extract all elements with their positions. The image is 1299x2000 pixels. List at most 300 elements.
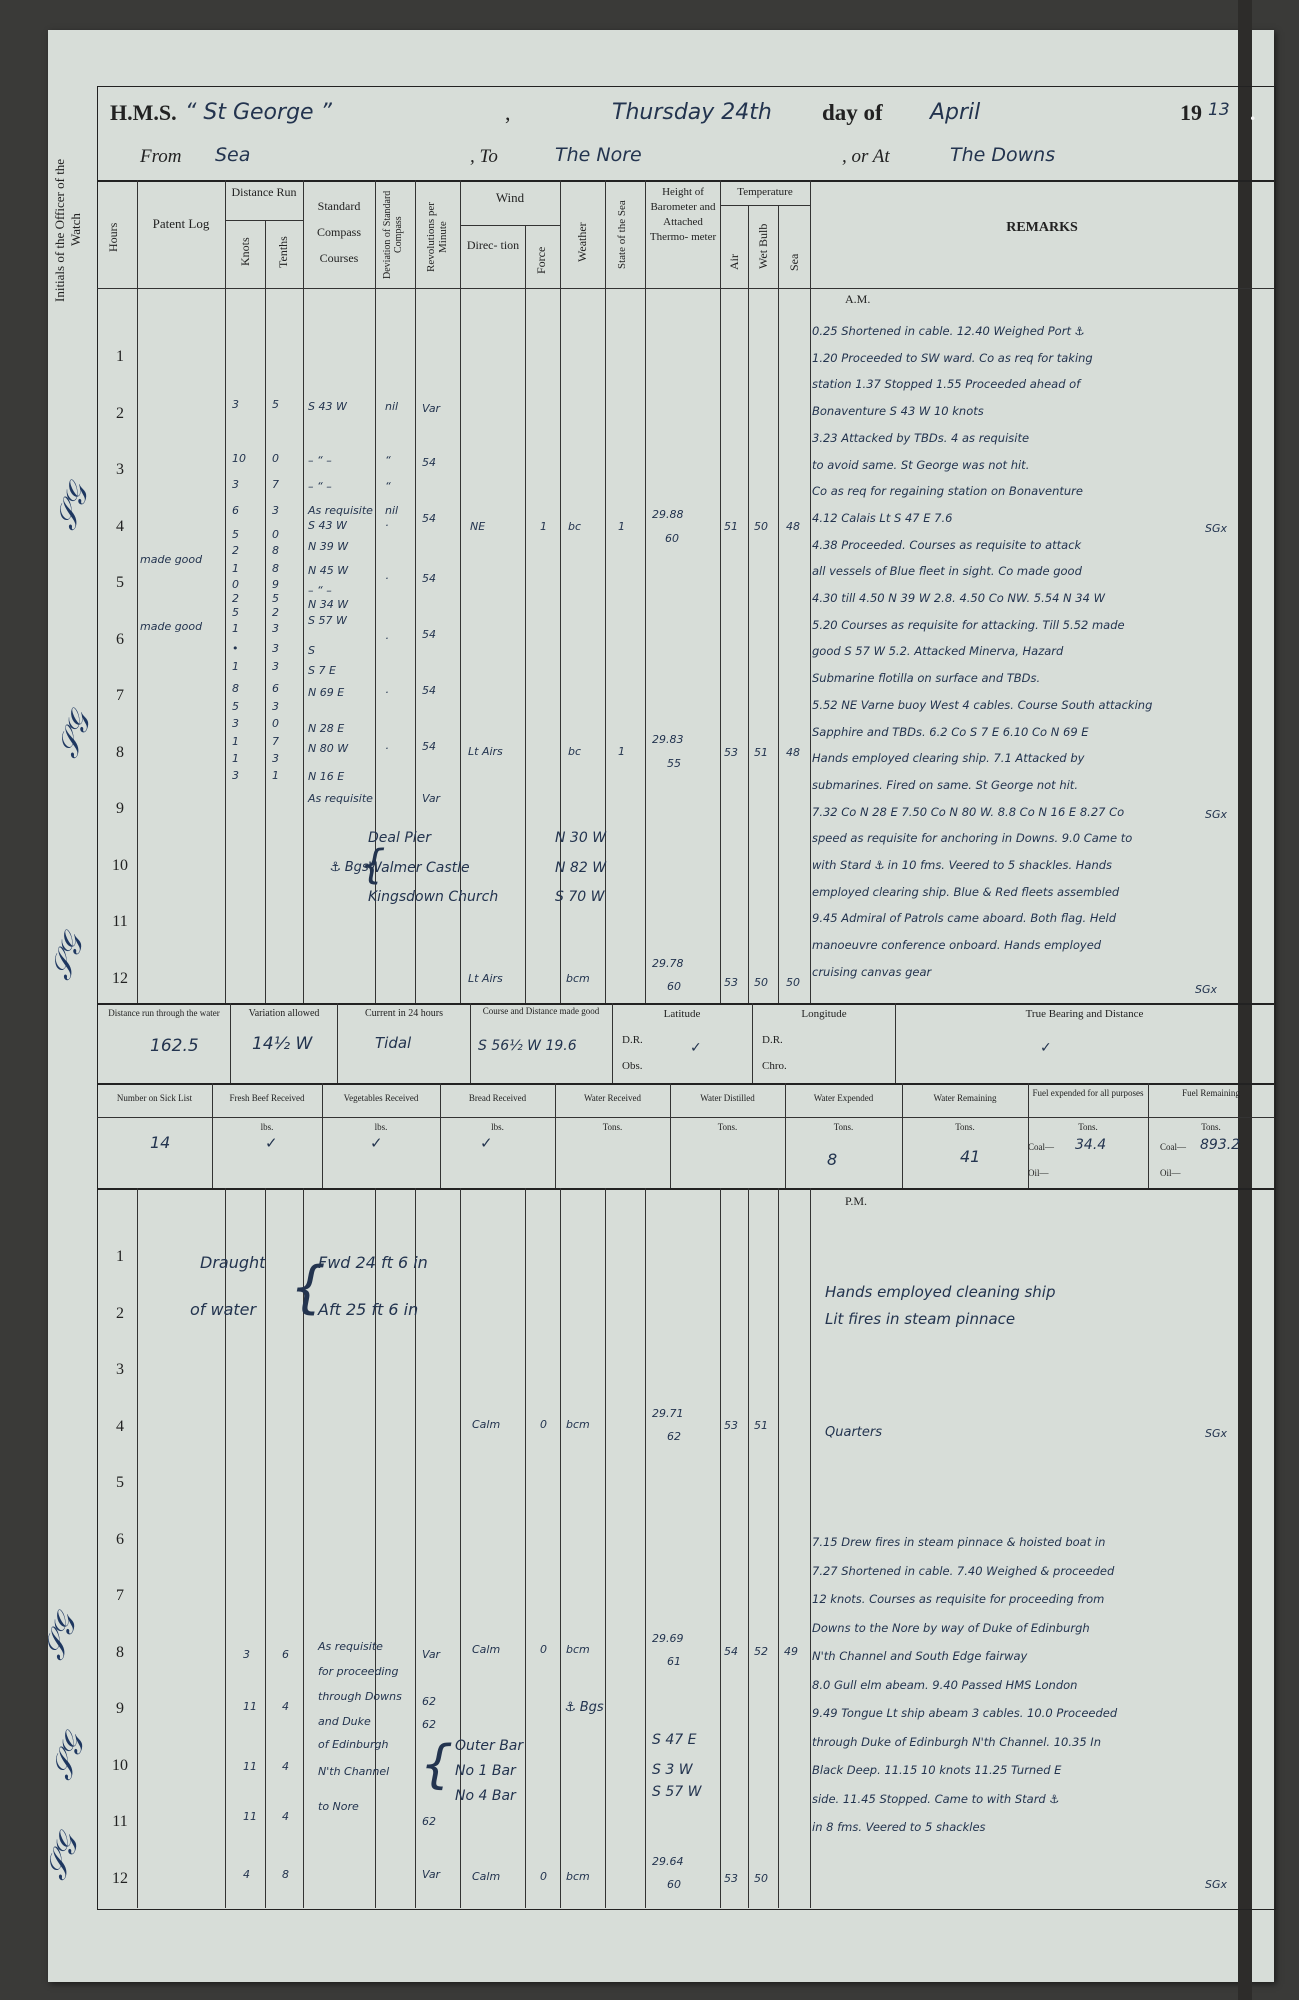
wind-force: 0	[540, 1418, 547, 1431]
am-remark-line: 0.25 Shortened in cable. 12.40 Weighed Port ⚓	[812, 324, 1084, 338]
col-rule	[1148, 1083, 1149, 1188]
tenths-value: 4	[282, 1700, 289, 1713]
col-rule	[415, 180, 416, 1003]
hour-number: 2	[116, 1304, 124, 1322]
col-air: Air	[727, 254, 741, 271]
deviation-value: “	[385, 454, 391, 467]
col-rule	[810, 180, 811, 1003]
pm-remark-line: Black Deep. 11.15 10 knots 11.25 Turned E	[812, 1763, 1062, 1777]
wind-force: 0	[540, 1870, 547, 1883]
am-remark-line: Sapphire and TBDs. 6.2 Co S 7 E 6.10 Co N 69 E	[812, 724, 1089, 739]
col-rule	[212, 1083, 213, 1188]
stores-label: Water Distilled	[700, 1093, 755, 1103]
col-hours: Hours	[106, 222, 120, 253]
air-temp: 53	[724, 1872, 738, 1885]
state-sea: 1	[618, 520, 625, 533]
coal-label: Coal—	[1160, 1142, 1186, 1152]
col-standard-compass: Standard Compass Courses	[316, 199, 361, 265]
am-remark-line: with Stard ⚓ in 10 fms. Veered to 5 shackles. Hands	[812, 858, 1113, 872]
knots-value: 11	[243, 1810, 257, 1823]
tenths-value: 4	[282, 1760, 289, 1773]
beef-check-icon: ✓	[265, 1134, 278, 1152]
col-rule	[555, 1083, 556, 1188]
deviation-value: ·	[385, 686, 389, 699]
stores-label: Water Expended	[813, 1093, 874, 1103]
knots-value: 5	[232, 528, 239, 541]
knots-value: 3	[232, 769, 239, 782]
stores-unit: Tons.	[955, 1122, 975, 1132]
hour-number: 1	[116, 1248, 124, 1265]
stores-label: Fuel Remaining	[1182, 1088, 1240, 1098]
obs-label: Obs.	[622, 1060, 643, 1072]
knots-value: 1	[232, 660, 239, 673]
summary-label: Course and Distance made good	[482, 1006, 600, 1016]
thermometer: 60	[667, 980, 681, 993]
course-value: and Duke	[318, 1715, 371, 1728]
am-remark-line: 4.12 Calais Lt S 47 E 7.6	[812, 510, 953, 525]
barometer: 29.88	[652, 508, 684, 521]
year-print: 19	[1180, 100, 1202, 125]
latitude-check-icon: ✓	[690, 1040, 702, 1056]
course-value: As requisite	[308, 504, 373, 517]
brace: {	[360, 842, 386, 888]
revolutions-value: 54	[422, 512, 436, 525]
col-rule	[137, 180, 138, 1003]
officer-signature: 𝒮𝒢	[43, 930, 92, 985]
knots-value: 3	[232, 398, 239, 411]
course-value: S 57 W	[308, 614, 347, 627]
draught-aft: Aft 25 ft 6 in	[318, 1300, 419, 1319]
col-weather: Weather	[575, 222, 589, 263]
tenths-value: 5	[272, 592, 279, 605]
am-remark-line: Hands employed clearing ship. 7.1 Attacked by	[812, 751, 1085, 766]
stores-unit: Tons.	[833, 1122, 854, 1132]
anchor-bearings-label: ⚓ Bgs	[330, 860, 369, 875]
pm-remark-line: side. 11.45 Stopped. Came to with Stard ⚓	[812, 1791, 1059, 1806]
hour-number: 3	[116, 461, 124, 478]
coal-label: Coal—	[1028, 1142, 1054, 1152]
tenths-value: 4	[282, 1810, 289, 1823]
col-rule	[460, 180, 461, 1003]
stores-unit: Tons.	[1078, 1122, 1098, 1132]
air-temp: 53	[724, 976, 738, 989]
bread-check-icon: ✓	[480, 1134, 493, 1152]
stores-label: Bread Received	[468, 1093, 527, 1103]
course-value: – “ –	[308, 480, 332, 493]
distance-run-value: 162.5	[150, 1036, 199, 1056]
tenths-value: 3	[272, 752, 279, 765]
day-of-label: day of	[822, 100, 883, 125]
knots-value: 3	[232, 478, 239, 491]
header-comma: ,	[505, 100, 511, 125]
hour-number: 12	[112, 1869, 128, 1887]
hour-number: 11	[112, 1813, 128, 1830]
knots-value: 8	[232, 682, 239, 695]
col-sea: Sea	[787, 253, 801, 272]
year-period: .	[1250, 100, 1256, 125]
am-remark-line: 4.30 till 4.50 N 39 W 2.8. 4.50 Co NW. 5.54 N 34 W	[812, 591, 1105, 605]
revolutions-value: 54	[422, 740, 436, 753]
weather: bcm	[566, 1418, 590, 1431]
stores-unit: lbs.	[374, 1122, 388, 1132]
hms-label: H.M.S.	[110, 100, 177, 125]
coal-expended-value: 34.4	[1075, 1137, 1107, 1153]
wet-bulb: 51	[754, 1419, 768, 1432]
brace: {	[420, 1735, 454, 1795]
hour-number: 4	[116, 517, 124, 535]
stores-label: Vegetables Received	[343, 1093, 419, 1103]
col-rule	[785, 1083, 786, 1188]
col-rule	[720, 1188, 721, 1908]
summary-label: Distance run through the water	[108, 1008, 220, 1018]
knots-value: 1	[232, 622, 239, 635]
bearing-value: S 47 E	[652, 1732, 697, 1748]
deviation-value: nil	[385, 400, 399, 413]
knots-value: 11	[243, 1760, 257, 1773]
col-patent-log: Patent Log	[152, 216, 210, 231]
tenths-value: 6	[282, 1648, 289, 1661]
col-rule	[748, 205, 749, 1003]
col-rule	[225, 1188, 226, 1908]
col-rule	[560, 180, 561, 1003]
barometer: 29.83	[652, 733, 684, 746]
hour-number: 10	[112, 1756, 128, 1774]
col-rule	[337, 1003, 338, 1083]
am-remark-line: 5.20 Courses as requisite for attacking. Till 5.52 made	[812, 617, 1125, 632]
thermometer: 55	[667, 757, 681, 770]
summary-label: True Bearing and Distance	[1025, 1008, 1144, 1020]
deviation-value: ·	[385, 632, 389, 645]
wind-direction: Lt Airs	[468, 745, 503, 758]
bearing-landmark: Walmer Castle	[368, 860, 470, 876]
brace: {	[290, 1255, 326, 1320]
wet-bulb: 50	[754, 976, 768, 989]
deviation-value: nil	[385, 504, 399, 517]
am-remark-line: speed as requisite for anchoring in Downs. 9.0 Came to	[812, 831, 1133, 846]
barometer: 29.71	[652, 1407, 684, 1420]
col-rule	[778, 205, 779, 1003]
thermometer: 60	[665, 532, 679, 545]
rule	[225, 220, 303, 221]
wind-direction: Calm	[472, 1870, 501, 1883]
am-remark-line: employed clearing ship. Blue & Red fleets assembled	[812, 884, 1120, 899]
tenths-value: 3	[272, 700, 279, 713]
hour-number: 10	[112, 856, 128, 874]
col-rule	[902, 1083, 903, 1188]
patent-log-note: made good	[140, 620, 203, 633]
col-deviation: Deviation of Standard Compass	[382, 190, 404, 280]
course-value: S 43 W	[308, 519, 347, 532]
am-remark-line: 5.52 NE Varne buoy West 4 cables. Course South attacking	[812, 697, 1153, 712]
air-temp: 53	[724, 746, 738, 759]
col-rule	[720, 180, 721, 1003]
patent-log-note: made good	[140, 553, 203, 566]
col-rule	[560, 1188, 561, 1908]
vegetables-check-icon: ✓	[370, 1134, 383, 1152]
pm-remark-line: 7.15 Drew fires in steam pinnace & hoisted boat in	[812, 1535, 1106, 1549]
hour-number: 9	[116, 1700, 124, 1717]
col-rule	[225, 180, 226, 1003]
col-rule	[895, 1003, 896, 1083]
summary-label: Current in 24 hours	[364, 1008, 444, 1019]
weather: bc	[568, 520, 582, 533]
course-made-good: S 56½ W 19.6	[478, 1038, 577, 1054]
knots-value: 3	[232, 717, 239, 730]
hour-number: 6	[116, 1530, 124, 1548]
hour-number: 1	[116, 348, 124, 365]
col-rule	[645, 1188, 646, 1908]
am-remark-line: 7.32 Co N 28 E 7.50 Co N 80 W. 8.8 Co N 16 E 8.27 Co	[812, 804, 1125, 819]
am-remark-line: Co as req for regaining station on Bonaventure	[812, 484, 1083, 499]
stores-label: Number on Sick List	[116, 1093, 193, 1103]
at-value: The Downs	[950, 144, 1056, 166]
from-label: From	[140, 146, 182, 167]
revolutions-value: 62	[422, 1815, 436, 1828]
pm-remark-line: in 8 fms. Veered to 5 shackles	[812, 1820, 986, 1834]
hour-number: 7	[116, 1587, 124, 1604]
tenths-value: 6	[272, 682, 279, 695]
wind-direction: Calm	[472, 1418, 501, 1431]
hour-number: 11	[112, 913, 128, 930]
hour-number: 8	[116, 1643, 124, 1661]
col-rule	[605, 1188, 606, 1908]
col-wind: Wind	[495, 190, 525, 205]
weather: bcm	[566, 1870, 590, 1883]
col-rule	[810, 1188, 811, 1908]
course-value: As requisite	[318, 1640, 383, 1653]
col-state-sea: State of the Sea	[616, 200, 628, 270]
at-label: , or At	[842, 146, 890, 167]
water-expended-value: 8	[827, 1150, 838, 1169]
chro-label: Chro.	[762, 1060, 787, 1072]
hour-number: 5	[116, 574, 124, 591]
draught-label: of water	[190, 1300, 257, 1319]
officer-initials: SGx	[1195, 983, 1218, 996]
am-remark-line: station 1.37 Stopped 1.55 Proceeded ahead of	[812, 377, 1081, 392]
weather: bcm	[566, 1643, 590, 1656]
hour-number: 7	[116, 687, 124, 704]
summary-label: Variation allowed	[248, 1008, 320, 1019]
col-rule	[470, 1003, 471, 1083]
wind-direction: Lt Airs	[468, 972, 503, 985]
course-value: N 39 W	[308, 540, 349, 553]
pm-remark: Lit fires in steam pinnace	[825, 1310, 1016, 1328]
deviation-value: “	[385, 480, 391, 493]
knots-value: 1	[232, 735, 239, 748]
rule	[720, 205, 810, 206]
dr-label: D.R.	[622, 1034, 643, 1046]
summary-label: Latitude	[663, 1008, 701, 1020]
tenths-value: 9	[272, 578, 279, 591]
col-revolutions: Revolutions per Minute	[425, 202, 449, 273]
hour-number: 12	[112, 969, 128, 987]
bearing-landmark: No 4 Bar	[455, 1788, 516, 1804]
coal-remaining-value: 893.2	[1200, 1137, 1241, 1153]
col-rule	[525, 225, 526, 1003]
am-remark-line: cruising canvas gear	[812, 964, 932, 979]
bearing-landmark: No 1 Bar	[455, 1763, 516, 1779]
sea-temp: 48	[786, 746, 800, 759]
course-value: S 7 E	[308, 664, 336, 677]
pm-remark: Quarters	[825, 1425, 882, 1440]
col-rule	[752, 1003, 753, 1083]
col-distance-run: Distance Run	[231, 185, 297, 199]
bearing-check-icon: ✓	[1040, 1040, 1052, 1056]
pm-remark: Hands employed cleaning ship	[825, 1283, 1056, 1301]
wind-direction: Calm	[472, 1643, 501, 1656]
col-direction: Direc- tion	[466, 238, 520, 252]
rule	[97, 1188, 1274, 1190]
rule	[97, 1083, 1274, 1085]
deviation-value: ·	[385, 742, 389, 755]
pm-remark-line: 12 knots. Courses as requisite for proceeding from	[812, 1592, 1105, 1606]
tenths-value: 7	[272, 478, 279, 491]
wet-bulb: 52	[754, 1645, 768, 1658]
course-value: for proceeding	[318, 1665, 399, 1678]
revolutions-value: 54	[422, 628, 436, 641]
col-rule	[645, 180, 646, 1003]
oil-label: Oil—	[1028, 1168, 1049, 1178]
am-remark-line: manoeuvre conference onboard. Hands employed	[812, 938, 1102, 953]
current-value: Tidal	[375, 1034, 412, 1052]
tenths-value: 3	[272, 642, 279, 655]
revolutions-value: Var	[422, 1868, 441, 1881]
col-rule	[322, 1083, 323, 1188]
wet-bulb: 50	[754, 520, 768, 533]
state-sea: 1	[618, 745, 625, 758]
air-temp: 51	[724, 520, 738, 533]
thermometer: 60	[667, 1878, 681, 1891]
revolutions-value: Var	[422, 1648, 441, 1661]
hour-number: 5	[116, 1474, 124, 1491]
knots-value: 10	[232, 452, 246, 465]
thermometer: 62	[667, 1430, 681, 1443]
knots-value: 1	[232, 752, 239, 765]
col-rule	[375, 1188, 376, 1908]
rule	[97, 1003, 1274, 1005]
pm-label: P.M.	[845, 1194, 868, 1208]
am-label: A.M.	[845, 292, 871, 306]
revolutions-value: 54	[422, 684, 436, 697]
bearing-landmark: Deal Pier	[368, 830, 432, 846]
tenths-value: 1	[272, 769, 279, 782]
officer-signature: 𝒮𝒢	[48, 480, 97, 535]
am-remark-line: to avoid same. St George was not hit.	[812, 457, 1030, 472]
course-value: N 34 W	[308, 598, 349, 611]
officer-signature: 𝒮𝒢	[50, 708, 99, 763]
am-remark-line: good S 57 W 5.2. Attacked Minerva, Hazard	[812, 644, 1064, 659]
tenths-value: 7	[272, 735, 279, 748]
tenths-value: 0	[272, 528, 279, 541]
am-remark-line: Bonaventure S 43 W 10 knots	[812, 404, 984, 419]
draught-forward: Fwd 24 ft 6 in	[318, 1253, 428, 1272]
course-value: N 45 W	[308, 564, 349, 577]
water-remaining-value: 41	[960, 1147, 981, 1166]
rule	[97, 180, 1274, 182]
col-rule	[670, 1083, 671, 1188]
col-remarks: REMARKS	[1006, 220, 1078, 235]
stores-label: Fuel expended for all purposes	[1032, 1088, 1144, 1098]
knots-value: 11	[243, 1700, 257, 1713]
barometer: 29.69	[652, 1632, 684, 1645]
knots-value: 6	[232, 504, 239, 517]
knots-value: 2	[232, 592, 239, 605]
revolutions-value: 54	[422, 456, 436, 469]
col-force: Force	[534, 246, 548, 274]
officer-initials: SGx	[1205, 808, 1228, 821]
month: April	[930, 100, 981, 125]
tenths-value: 3	[272, 660, 279, 673]
col-temperature: Temperature	[737, 186, 793, 198]
col-wet-bulb: Wet Bulb	[756, 223, 770, 269]
am-remark-line: 3.23 Attacked by TBDs. 4 as requisite	[812, 430, 1030, 445]
variation-value: 14½ W	[252, 1034, 313, 1054]
officer-signature: 𝒮𝒢	[38, 1830, 87, 1885]
tenths-value: 8	[272, 544, 279, 557]
col-tenths: Tenths	[276, 236, 290, 268]
tenths-value: 0	[272, 452, 279, 465]
stores-unit: lbs.	[491, 1122, 504, 1132]
to-value: The Nore	[555, 144, 642, 166]
revolutions-value: 54	[422, 572, 436, 585]
stores-unit: Tons.	[602, 1122, 623, 1132]
revolutions-value: Var	[422, 402, 441, 415]
bearing-value: N 82 W	[555, 860, 607, 876]
knots-value: 4	[243, 1868, 250, 1881]
sea-temp: 49	[784, 1645, 798, 1658]
am-remark-line: all vessels of Blue fleet in sight. Co made good	[812, 564, 1082, 579]
knots-value: 5	[232, 700, 239, 713]
col-rule	[265, 220, 266, 1003]
col-rule	[137, 1188, 138, 1908]
deviation-value: ·	[385, 572, 389, 585]
course-value: S 43 W	[308, 400, 347, 413]
knots-value: 2	[232, 544, 239, 557]
knots-value: 1	[232, 562, 239, 575]
tenths-value: 8	[272, 562, 279, 575]
col-rule	[440, 1083, 441, 1188]
officer-initials: SGx	[1205, 1427, 1228, 1440]
dr-label: D.R.	[762, 1034, 783, 1046]
rule	[97, 288, 1274, 289]
bearing-landmark: Outer Bar	[455, 1738, 524, 1754]
course-value: to Nore	[318, 1800, 359, 1813]
stores-unit: lbs.	[260, 1122, 274, 1132]
col-rule	[612, 1003, 613, 1083]
tenths-value: 3	[272, 504, 279, 517]
tenths-value: 0	[272, 717, 279, 730]
to-label: , To	[470, 146, 498, 167]
bearing-value: S 70 W	[555, 889, 605, 905]
hour-number: 3	[116, 1361, 124, 1378]
sick-list-value: 14	[150, 1133, 171, 1152]
weather: bc	[568, 745, 582, 758]
pm-remark-line: 7.27 Shortened in cable. 7.40 Weighed & proceeded	[812, 1563, 1115, 1578]
pm-remark-line: 9.49 Tongue Lt ship abeam 3 cables. 10.0 Proceeded	[812, 1706, 1118, 1720]
day-of-week: Thursday 24th	[612, 100, 772, 125]
wind-force: 1	[540, 520, 547, 533]
course-value: As requisite	[308, 792, 373, 805]
officer-initials: SGx	[1205, 1878, 1228, 1891]
oil-label: Oil—	[1160, 1168, 1181, 1178]
deviation-value: ·	[385, 519, 389, 532]
am-remark-line: 1.20 Proceeded to SW ward. Co as req for taking	[812, 350, 1093, 365]
thermometer: 61	[667, 1655, 681, 1668]
summary-label: Longitude	[801, 1008, 847, 1020]
am-remark-line: 4.38 Proceeded. Courses as requisite to attack	[812, 537, 1082, 552]
hour-number: 2	[116, 404, 124, 422]
col-rule	[605, 180, 606, 1003]
